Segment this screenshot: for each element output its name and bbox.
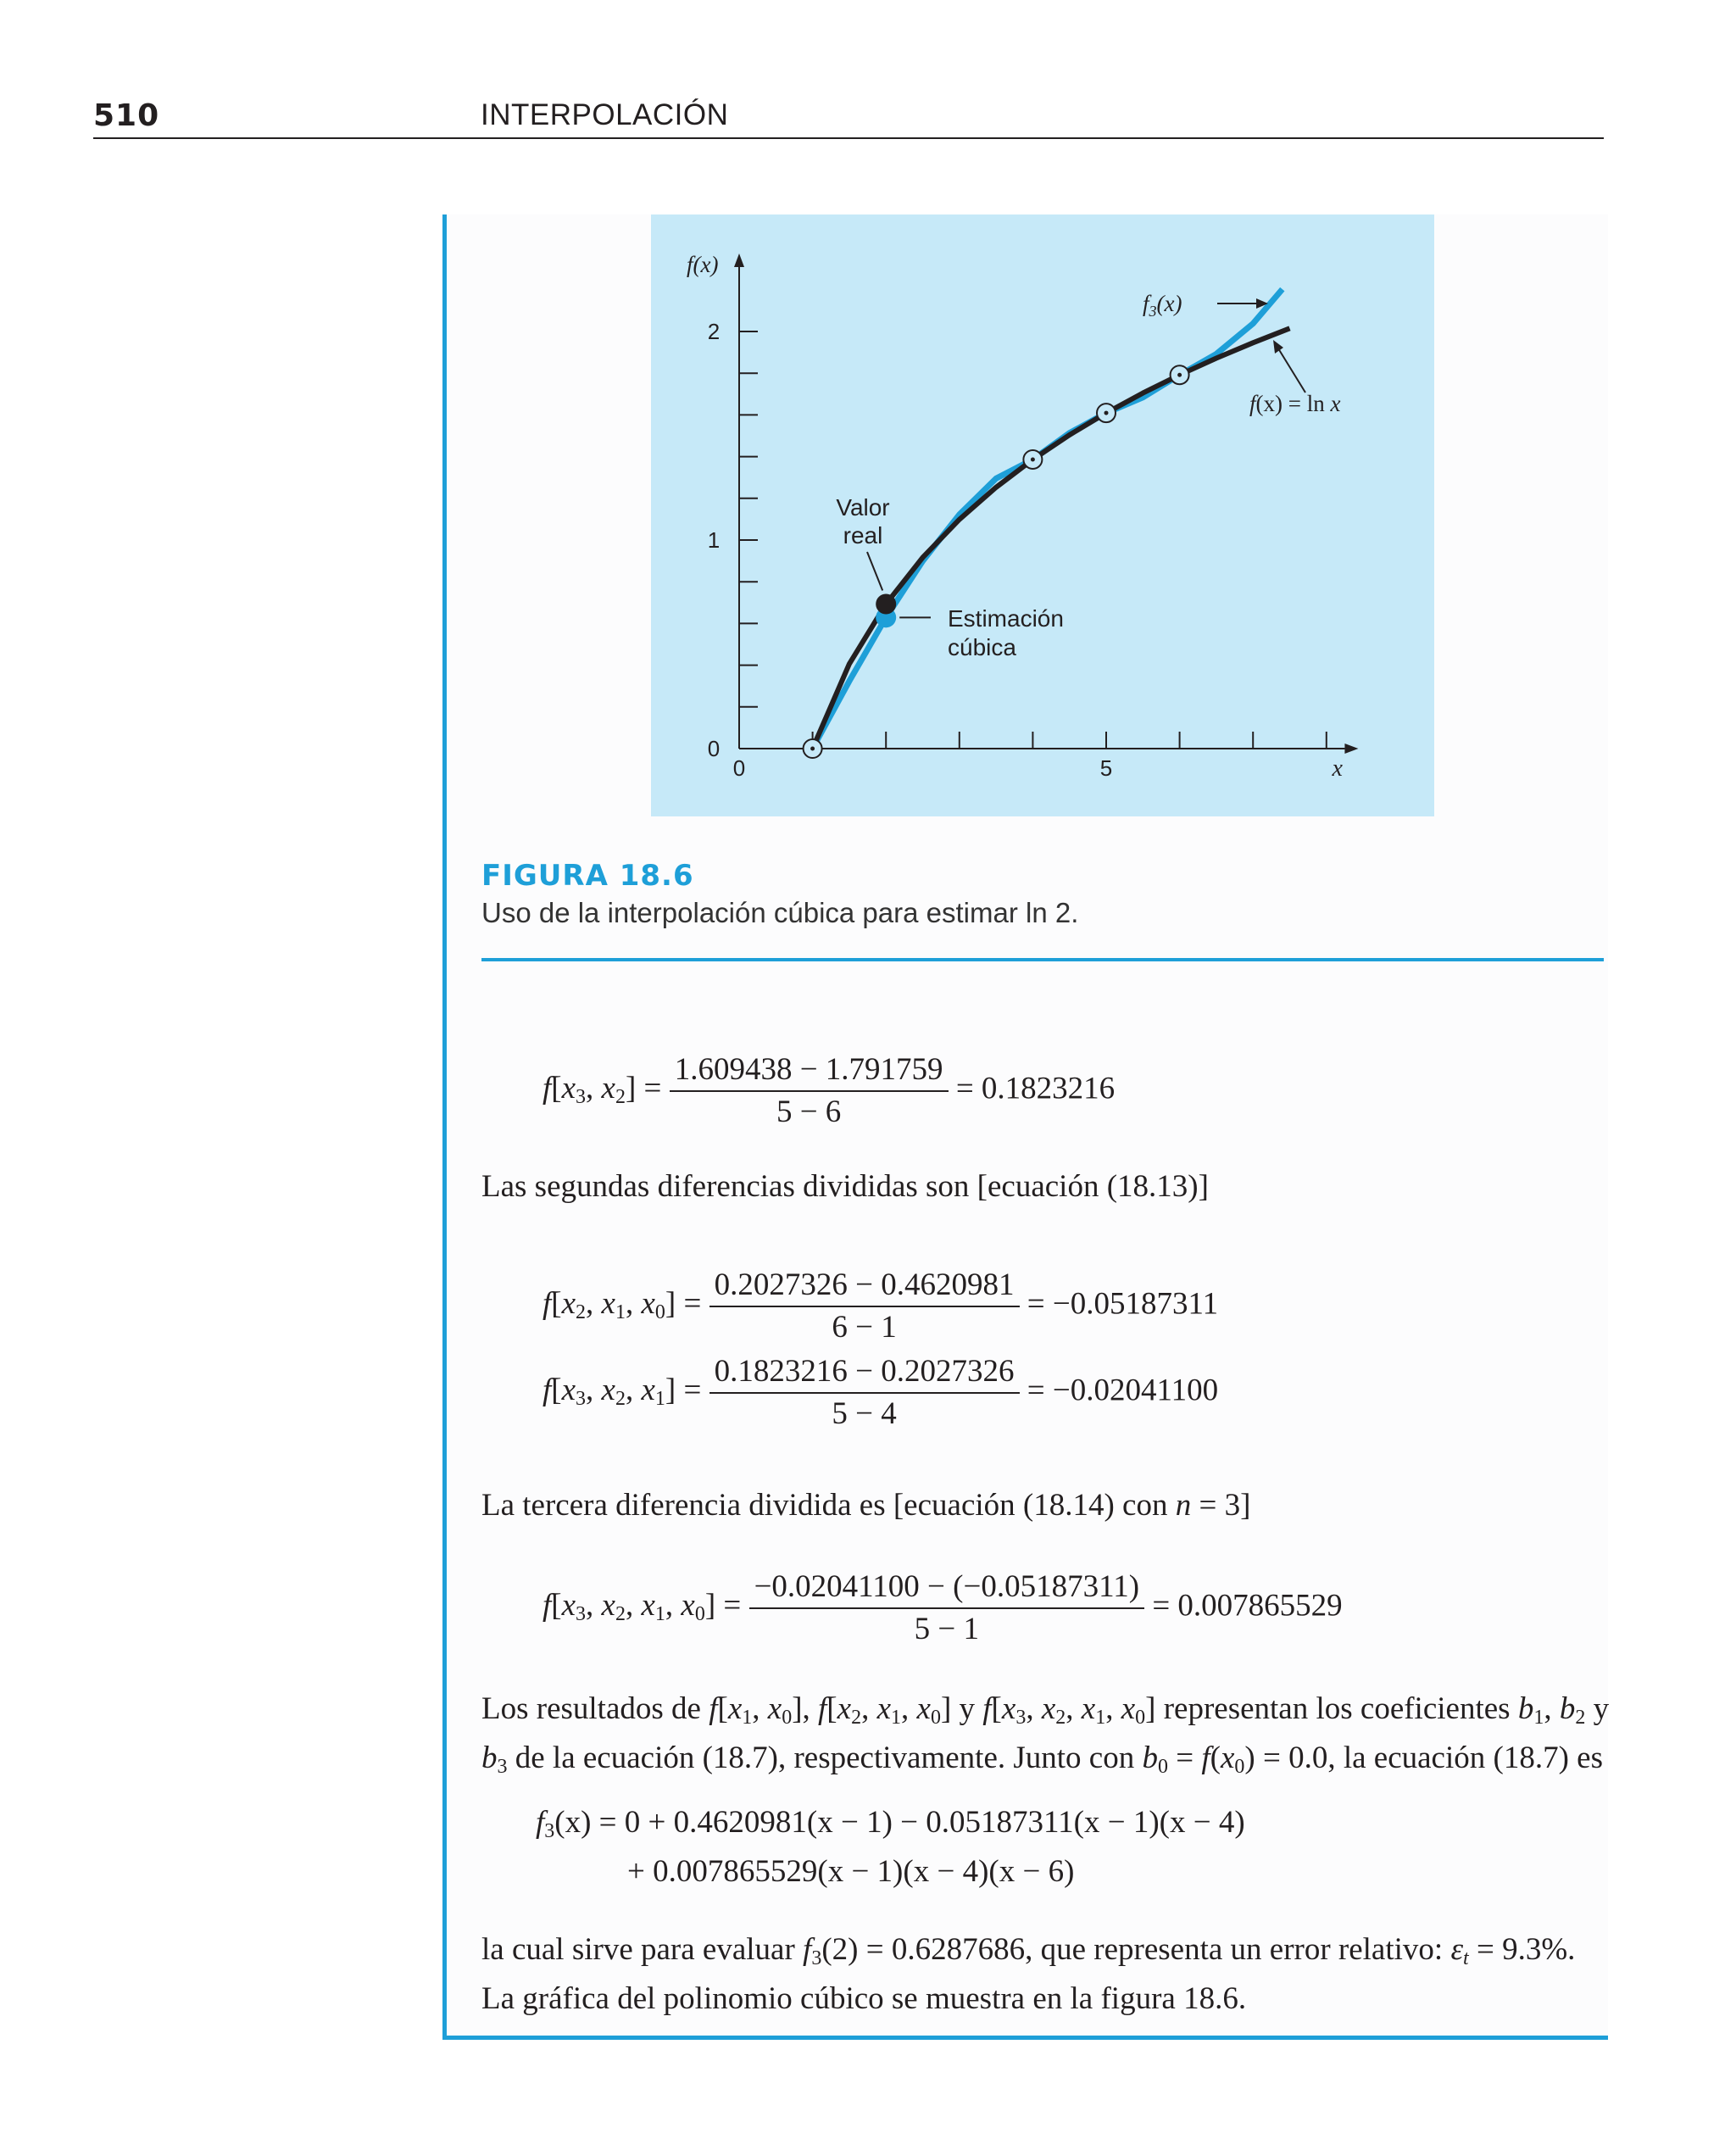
valor-real-label: Valor bbox=[836, 494, 890, 521]
valor-real-label: real bbox=[843, 522, 883, 549]
fraction bbox=[749, 1567, 1145, 1650]
figure-label: FIGURA 18.6 bbox=[481, 859, 694, 893]
equation-rhs: = 0.007865529 bbox=[1152, 1588, 1343, 1624]
text: = 9.3%. bbox=[1468, 1932, 1576, 1967]
equation-f-x2-x1-x0 bbox=[542, 1265, 1218, 1348]
numerator: 0.1823216 − 0.2027326 bbox=[709, 1351, 1020, 1394]
caption-rule bbox=[481, 958, 1604, 961]
text: de la ecuación (18.7), respectivamente. Junto con bbox=[507, 1741, 1143, 1775]
figure-panel bbox=[651, 214, 1434, 816]
equation-f-x3-x2 bbox=[542, 1050, 1115, 1133]
text: (2) = 0.6287686, que representa un error relativo: bbox=[821, 1932, 1451, 1967]
denominator: 5 − 1 bbox=[914, 1612, 979, 1646]
header-rule bbox=[93, 137, 1604, 139]
denominator: 5 − 4 bbox=[832, 1396, 897, 1431]
x-axis-arrow bbox=[1344, 744, 1358, 754]
fraction bbox=[709, 1265, 1020, 1348]
equation-lhs: $f[x_3$, $x_2$] = bbox=[542, 1071, 662, 1109]
data-point-center bbox=[1177, 373, 1182, 377]
equation-rhs: = 0.1823216 bbox=[955, 1071, 1116, 1106]
x-tick-label: 0 bbox=[732, 755, 746, 781]
running-head: INTERPOLACIÓN bbox=[481, 98, 729, 131]
estimacion-cubica-label: Estimación bbox=[948, 605, 1064, 632]
data-point-center bbox=[1031, 457, 1035, 461]
polynomial-line-2: + 0.007865529(x − 1)(x − 4)(x − 6) bbox=[627, 1854, 1075, 1889]
fraction bbox=[670, 1050, 949, 1133]
equation-lhs: $f[x_2$, $x_1$, $x_0$] = bbox=[542, 1286, 702, 1324]
text: = 0.0, la ecuación (18.7) es bbox=[1255, 1741, 1603, 1775]
equation-rhs: = −0.02041100 bbox=[1027, 1373, 1219, 1408]
ln-curve bbox=[813, 328, 1290, 749]
paragraph-third-difference bbox=[481, 1485, 1250, 1526]
paragraph-evaluation: la cual sirve para evaluar $f_3(2) = 0.6287686$, que representa un error relativo: $\varepsilon_t = 9.3\%$. La gráfica del polinomio cúbico se muestra en la figura 18.6. bbox=[481, 1932, 1576, 2016]
y-tick-label: 1 bbox=[707, 527, 721, 553]
x-axis-label: x bbox=[1332, 755, 1343, 782]
y-axis-arrow bbox=[734, 253, 744, 267]
equation-rhs: = −0.05187311 bbox=[1027, 1286, 1219, 1322]
equation-f-x3-x2-x1 bbox=[542, 1351, 1218, 1434]
equation-lhs: $f[x_3$, $x_2$, $x_1$] = bbox=[542, 1373, 702, 1411]
denominator: 5 − 6 bbox=[776, 1094, 842, 1129]
text: La gráfica del polinomio cúbico se muestra en la figura 18.6. bbox=[481, 1981, 1247, 2016]
text: la cual sirve para evaluar bbox=[481, 1932, 804, 1967]
ln-arrow bbox=[1278, 348, 1305, 393]
paragraph-coefficients: Los resultados de $f[x_1$, $x_0$], $f[x_2$, $x_1$, $x_0$] y $f[x_3$, $x_2$, $x_1$, $x_0$] representan los coeficientes $b_1$, $b_2$ y $b_3$ de la ecuación (18.7), respectivamente. Junto con $b_0 = f(x_0) = 0.0$, la ecuación (18.7) es bbox=[481, 1691, 1610, 1778]
ln-arrow-head bbox=[1273, 340, 1283, 354]
x-tick-label: 5 bbox=[1099, 755, 1113, 781]
estimacion-cubica-label: cúbica bbox=[948, 634, 1016, 660]
y-tick-label: 0 bbox=[707, 736, 721, 761]
text: Los resultados de bbox=[481, 1691, 709, 1726]
chart-svg bbox=[651, 214, 1434, 816]
equation-lhs: $f[x_3$, $x_2$, $x_1$, $x_0$] = bbox=[542, 1588, 742, 1626]
y-axis-label: f(x) bbox=[687, 252, 719, 277]
data-point-center bbox=[810, 747, 815, 751]
y-tick-label: 2 bbox=[707, 319, 721, 344]
fraction bbox=[709, 1351, 1020, 1434]
numerator: −0.02041100 − (−0.05187311) bbox=[749, 1567, 1145, 1609]
equation-f-x3-x2-x1-x0 bbox=[542, 1567, 1343, 1650]
polynomial-line-1: $f_3(x) = 0 + 0.4620981(x - 1) - 0.05187311(x - 1)(x - 4)$ bbox=[536, 1805, 1245, 1842]
figure-caption: Uso de la interpolación cúbica para estimar ln 2. bbox=[481, 897, 1079, 928]
text: = 3] bbox=[1191, 1488, 1251, 1523]
denominator: 6 − 1 bbox=[832, 1310, 897, 1345]
numerator: 0.2027326 − 0.4620981 bbox=[709, 1265, 1020, 1307]
page-number: 510 bbox=[93, 98, 160, 133]
paragraph-second-differences: Las segundas diferencias divididas son [ecuación (18.13)] bbox=[481, 1169, 1209, 1204]
valor-real-arrow bbox=[867, 552, 882, 590]
text: (x) = 0 + 0.4620981(x − 1) − 0.05187311(x − 1)(x − 4) bbox=[554, 1805, 1245, 1840]
text: La tercera diferencia dividida es [ecuación (18.14) con bbox=[481, 1488, 1176, 1523]
numerator: 1.609438 − 1.791759 bbox=[670, 1050, 949, 1092]
valor-real-point bbox=[876, 593, 896, 614]
ln-label: f(x) = ln x bbox=[1249, 391, 1341, 416]
text: representan los coeficientes bbox=[1155, 1691, 1518, 1726]
text: n bbox=[1175, 1488, 1192, 1523]
f3-label: $f_3(x)$ bbox=[1143, 291, 1182, 320]
data-point-center bbox=[1104, 411, 1109, 415]
